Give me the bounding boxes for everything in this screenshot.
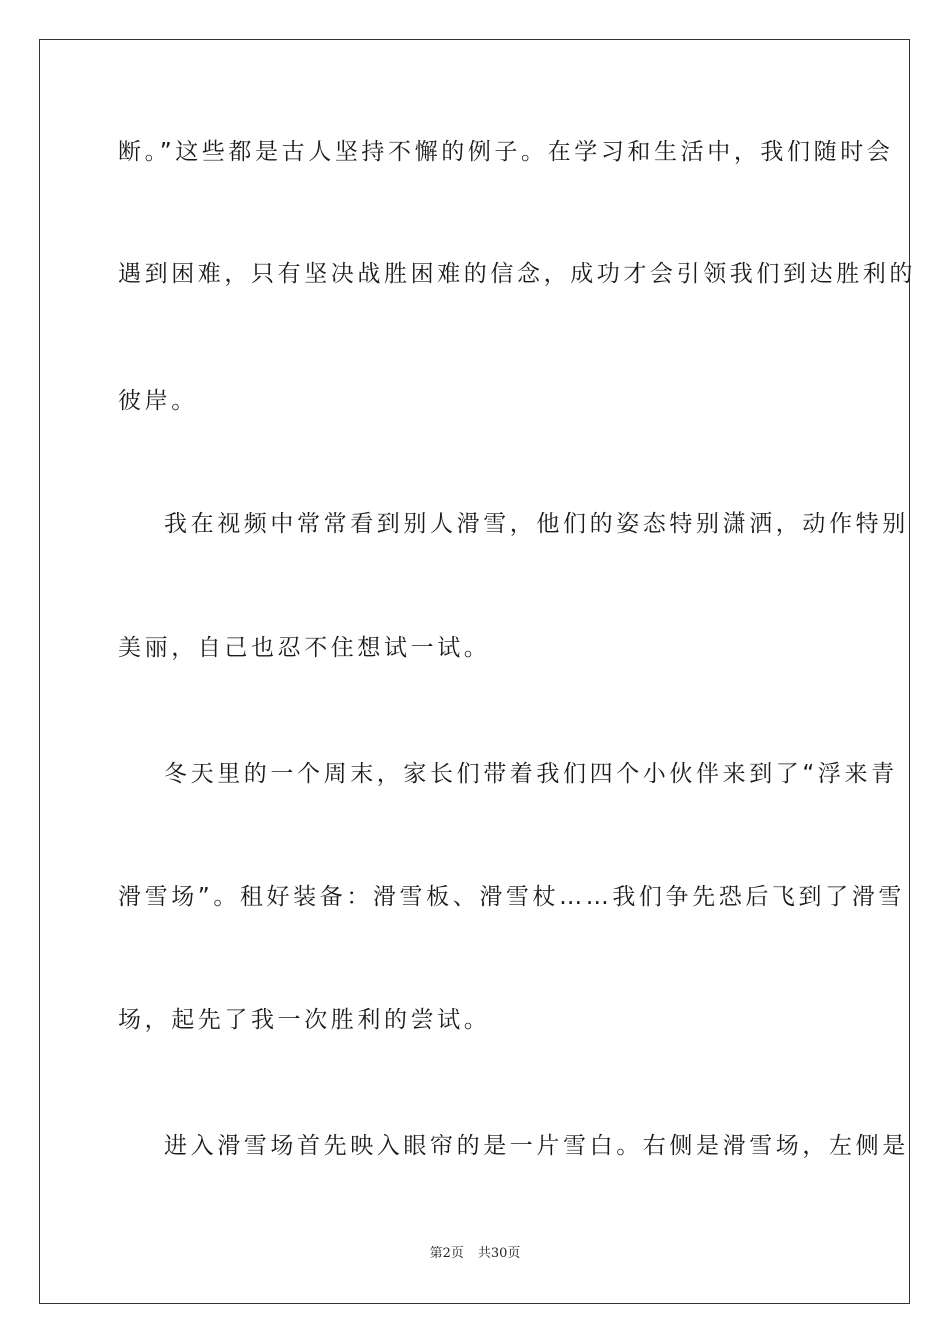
- text-line-2: 遇到困难，只有坚决战胜困难的信念，成功才会引领我们到达胜利的: [118, 261, 916, 287]
- text-line-1: 断。”这些都是古人坚持不懈的例子。在学习和生活中，我们随时会: [118, 139, 894, 165]
- text-line-7: 滑雪场”。租好装备：滑雪板、滑雪杖……我们争先恐后飞到了滑雪: [118, 884, 905, 910]
- text-line-8: 场，起先了我一次胜利的尝试。: [118, 1007, 491, 1033]
- paragraph-start-line: 冬天里的一个周末，家长们带着我们四个小伙伴来到了“浮来青: [164, 761, 898, 787]
- text-line-5: 美丽，自己也忍不住想试一试。: [118, 635, 491, 661]
- page-footer: [0, 1246, 950, 1262]
- page-frame: [39, 39, 916, 1304]
- paragraph-start-line: 我在视频中常常看到别人滑雪，他们的姿态特别潇洒，动作特别: [164, 511, 909, 537]
- paragraph-start-line: 进入滑雪场首先映入眼帘的是一片雪白。右侧是滑雪场，左侧是: [164, 1133, 909, 1159]
- total-pages: 共30页: [477, 1246, 521, 1261]
- text-line-3: 彼岸。: [118, 388, 198, 414]
- page-number: 第2页: [429, 1246, 464, 1261]
